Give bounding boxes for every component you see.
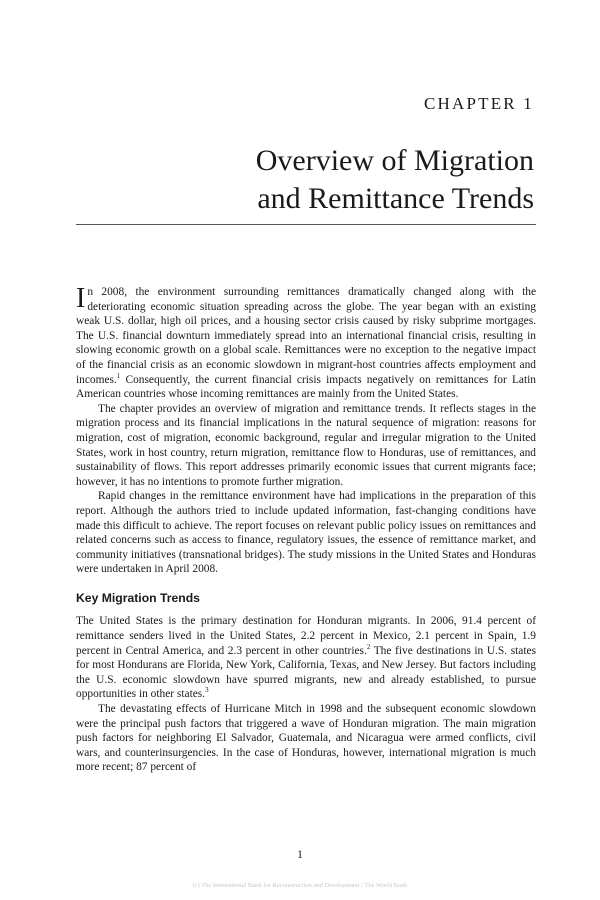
intro-paragraph-1-text: n 2008, the environment surrounding remittances dramatically changed along with the deteriorating economic situation spreading across the globe. The year began with an existing weak U.S. dollar, high oil prices, and a housing sector crisis caused by risky subprime mortgages. The U.S. financial downturn immediately spread into an international financial crisis, resulting in slowing economic growth on a global scale. Remittances were no exception to the negative impact of the financial crisis as an economic slowdown in migrant-host countries affects employment and incomes. bbox=[76, 286, 536, 386]
chapter-title-line-1: Overview of Migration bbox=[255, 144, 534, 177]
intro-paragraph-1-tail: Consequently, the current financial crisis impacts negatively on remittances for Latin American countries whose incoming remittances are mainly from the United States. bbox=[76, 373, 536, 401]
intro-paragraph-2: The chapter provides an overview of migration and remittance trends. It reflects stages in the migration process and its financial implications in the natural sequence of migration: reasons for migration, cost of migration, economic background, regular and irregular migration to the United States, work in host country, return migration, remittance flow to Honduras, use of remittances, and sustainability of flows. This report addresses primarily economic issues that current migrants face; however, it has no intentions to promote further migration. bbox=[76, 402, 536, 488]
section-paragraph-1 bbox=[76, 614, 536, 702]
title-divider bbox=[76, 224, 536, 225]
section-heading: Key Migration Trends bbox=[76, 590, 200, 605]
chapter-label: CHAPTER 1 bbox=[423, 94, 534, 113]
section-paragraph-1-text: The United States is the primary destination for Honduran migrants. In 2006, 91.4 percent of remittance senders lived in the United States, 2.2 percent in Mexico, 2.1 percent in Spain, 1.9 percent in Central America, and 2.3 percent in other countries. bbox=[76, 615, 536, 657]
page-number: 1 bbox=[297, 847, 303, 861]
body-text bbox=[76, 285, 536, 775]
section-paragraph-2: The devastating effects of Hurricane Mitch in 1998 and the subsequent economic slowdown were the principal push factors that triggered a wave of Honduran migration. The main migration push factors for neighboring El Salvador, Guatemala, and Nicaragua were armed conflicts, civil wars, and counterinsurgencies. In the case of Honduras, however, international migration is much more recent; 87 percent of bbox=[76, 703, 536, 774]
footnote-ref-2[interactable]: 2 bbox=[366, 642, 371, 651]
intro-paragraph-3: Rapid changes in the remittance environment have had implications in the preparation of this report. Although the authors tried to include updated information, fast-changing conditions have made this difficult to achieve. The report focuses on relevant public policy issues on remittances and related concerns such as access to finance, regulatory issues, the essence of remittance market, and community initiatives (transnational bridges). The study missions in the United States and Honduras were undertaken in April 2008. bbox=[76, 490, 536, 576]
drop-cap: I bbox=[76, 283, 86, 314]
chapter-title-line-2: and Remittance Trends bbox=[257, 182, 534, 215]
footnote-ref-1[interactable]: 1 bbox=[116, 371, 121, 380]
section-paragraph-1-tail: The five destinations in U.S. states for most Hondurans are Florida, New York, California, Texas, and New Jersey. But factors including the U.S. economic slowdown have spurred migrants, new and already established, to pursue opportunities in other states. bbox=[76, 644, 536, 701]
copyright-footer: (c) The International Bank for Reconstruction and Development / The World Bank bbox=[192, 882, 408, 889]
intro-paragraph-1 bbox=[76, 285, 536, 402]
footnote-ref-3[interactable]: 3 bbox=[205, 686, 209, 695]
chapter-title bbox=[74, 142, 534, 218]
